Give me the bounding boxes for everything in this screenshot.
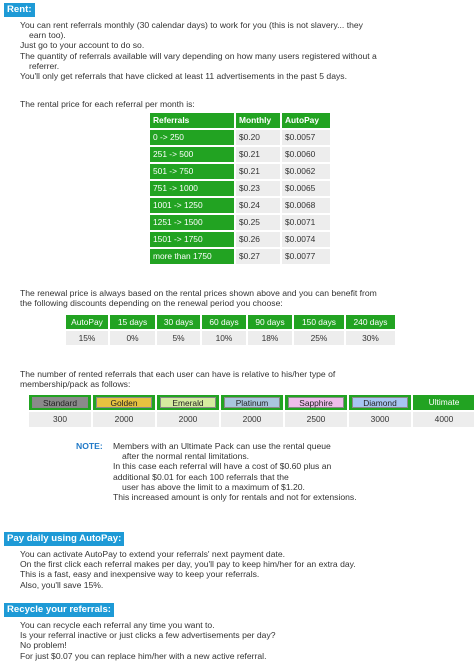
renewal-line: The renewal price is always based on the rental prices shown above and you can benefit from bbox=[20, 288, 377, 298]
table-row bbox=[29, 412, 474, 427]
autopay-price: $0.0060 bbox=[282, 147, 330, 162]
autopay-line: On the first click each referral makes per day, you'll pay to keep him/her for an extra day. bbox=[20, 559, 356, 570]
pack-golden bbox=[93, 395, 155, 410]
pack-sapphire bbox=[285, 395, 347, 410]
pack-limit: 2000 bbox=[157, 412, 219, 427]
discount-value: 30% bbox=[346, 331, 395, 345]
autopay-line: This is a fast, easy and inexpensive way to keep your referrals. bbox=[20, 569, 260, 580]
column-header: Monthly bbox=[236, 113, 280, 128]
table-header-row bbox=[66, 315, 395, 329]
autopay-price: $0.0074 bbox=[282, 232, 330, 247]
referral-range: 251 -> 500 bbox=[150, 147, 234, 162]
rent-line: You'll only get referrals that have clicked at least 11 advertisements in the past 5 days. bbox=[20, 71, 347, 82]
table-header-row bbox=[29, 395, 474, 410]
referral-range: 1001 -> 1250 bbox=[150, 198, 234, 213]
period-header: 15 days bbox=[110, 315, 155, 329]
note-body bbox=[113, 441, 443, 502]
pack-label: Diamond bbox=[352, 397, 408, 408]
recycle-line: For just $0.07 you can replace him/her with a new active referral. bbox=[20, 650, 267, 661]
column-header: AutoPay bbox=[282, 113, 330, 128]
table-header-row bbox=[150, 113, 330, 128]
rent-line: Just go to your account to do so. bbox=[20, 40, 145, 51]
membership-line: The number of rented referrals that each user can have is relative to his/her type of bbox=[20, 369, 336, 379]
period-header: 30 days bbox=[157, 315, 200, 329]
recycle-text bbox=[20, 620, 470, 661]
rent-line: earn too). bbox=[29, 30, 66, 41]
renewal-line: the following discounts depending on the renewal period you choose: bbox=[20, 298, 283, 309]
pack-label: Standard bbox=[32, 397, 88, 408]
pack-label: Emerald bbox=[160, 397, 216, 408]
autopay-line: You can activate AutoPay to extend your referrals' next payment date. bbox=[20, 549, 286, 559]
referral-range: 501 -> 750 bbox=[150, 164, 234, 179]
discount-value: 25% bbox=[294, 331, 344, 345]
rent-header: Rent: bbox=[4, 3, 35, 17]
discount-value: 5% bbox=[157, 331, 200, 345]
renewal-text bbox=[20, 288, 470, 308]
referral-range: 0 -> 250 bbox=[150, 130, 234, 145]
ultimate-note bbox=[76, 441, 436, 503]
autopay-header: Pay daily using AutoPay: bbox=[4, 532, 124, 546]
monthly-price: $0.27 bbox=[236, 249, 280, 264]
referral-range: 751 -> 1000 bbox=[150, 181, 234, 196]
discount-value: 18% bbox=[248, 331, 292, 345]
monthly-price: $0.26 bbox=[236, 232, 280, 247]
period-header: 90 days bbox=[248, 315, 292, 329]
discount-value: 15% bbox=[66, 331, 108, 345]
monthly-price: $0.23 bbox=[236, 181, 280, 196]
rental-price-table bbox=[148, 111, 332, 266]
autopay-price: $0.0057 bbox=[282, 130, 330, 145]
referral-range: 1251 -> 1500 bbox=[150, 215, 234, 230]
table-row bbox=[150, 232, 330, 247]
referral-range: more than 1750 bbox=[150, 249, 234, 264]
rent-line: The quantity of referrals available will vary depending on how many users registered without a bbox=[20, 50, 377, 61]
monthly-price: $0.21 bbox=[236, 164, 280, 179]
membership-text bbox=[20, 369, 470, 389]
period-header: 60 days bbox=[202, 315, 246, 329]
autopay-price: $0.0068 bbox=[282, 198, 330, 213]
discount-value: 0% bbox=[110, 331, 155, 345]
table-row bbox=[150, 147, 330, 162]
monthly-price: $0.21 bbox=[236, 147, 280, 162]
monthly-price: $0.25 bbox=[236, 215, 280, 230]
note-line: user has above the limit to a maximum of $1.20. bbox=[122, 481, 305, 492]
autopay-price: $0.0071 bbox=[282, 215, 330, 230]
note-line: This increased amount is only for rentals and not for extensions. bbox=[113, 492, 357, 503]
table-row bbox=[150, 181, 330, 196]
pack-label: Sapphire bbox=[288, 397, 344, 408]
pack-label: Golden bbox=[96, 397, 152, 408]
recycle-line: No problem! bbox=[20, 640, 67, 651]
referral-range: 1501 -> 1750 bbox=[150, 232, 234, 247]
monthly-price: $0.20 bbox=[236, 130, 280, 145]
recycle-line: You can recycle each referral any time you want to. bbox=[20, 620, 215, 630]
rental-price-intro: The rental price for each referral per month is: bbox=[20, 99, 195, 109]
recycle-line: Is your referral inactive or just clicks a few advertisements per day? bbox=[20, 630, 276, 641]
column-header: Referrals bbox=[150, 113, 234, 128]
table-row bbox=[150, 215, 330, 230]
table-row bbox=[150, 130, 330, 145]
pack-limit: 2000 bbox=[93, 412, 155, 427]
monthly-price: $0.24 bbox=[236, 198, 280, 213]
discount-table bbox=[64, 313, 397, 347]
recycle-header: Recycle your referrals: bbox=[4, 603, 114, 617]
note-line: In this case each referral will have a cost of $0.60 plus an bbox=[113, 461, 332, 472]
pack-ultimate bbox=[413, 395, 474, 410]
autopay-line: Also, you'll save 15%. bbox=[20, 579, 104, 590]
table-row bbox=[150, 249, 330, 264]
pack-diamond bbox=[349, 395, 411, 410]
membership-pack-table bbox=[27, 393, 474, 429]
pack-standard bbox=[29, 395, 91, 410]
discount-value: 10% bbox=[202, 331, 246, 345]
note-line: Members with an Ultimate Pack can use the rental queue bbox=[113, 441, 331, 451]
period-header: 240 days bbox=[346, 315, 395, 329]
period-header: 150 days bbox=[294, 315, 344, 329]
autopay-price: $0.0077 bbox=[282, 249, 330, 264]
rent-intro bbox=[20, 20, 470, 81]
rent-line: You can rent referrals monthly (30 calendar days) to work for you (this is not slavery... they bbox=[20, 20, 363, 30]
pack-platinum bbox=[221, 395, 283, 410]
pack-limit: 4000 bbox=[413, 412, 474, 427]
pack-limit: 300 bbox=[29, 412, 91, 427]
rent-line: referrer. bbox=[29, 60, 60, 71]
period-header: AutoPay bbox=[66, 315, 108, 329]
pack-label: Ultimate bbox=[416, 397, 472, 408]
membership-line: membership/pack as follows: bbox=[20, 379, 131, 390]
autopay-price: $0.0062 bbox=[282, 164, 330, 179]
pack-emerald bbox=[157, 395, 219, 410]
note-line: after the normal rental limitations. bbox=[122, 451, 250, 462]
note-line: additional $0.01 for each 100 referrals that the bbox=[113, 471, 289, 482]
pack-limit: 2500 bbox=[285, 412, 347, 427]
note-label: NOTE: bbox=[76, 441, 103, 451]
table-row bbox=[150, 164, 330, 179]
autopay-text bbox=[20, 549, 470, 590]
pack-limit: 2000 bbox=[221, 412, 283, 427]
autopay-price: $0.0065 bbox=[282, 181, 330, 196]
pack-label: Platinum bbox=[224, 397, 280, 408]
table-row bbox=[150, 198, 330, 213]
pack-limit: 3000 bbox=[349, 412, 411, 427]
table-row bbox=[66, 331, 395, 345]
